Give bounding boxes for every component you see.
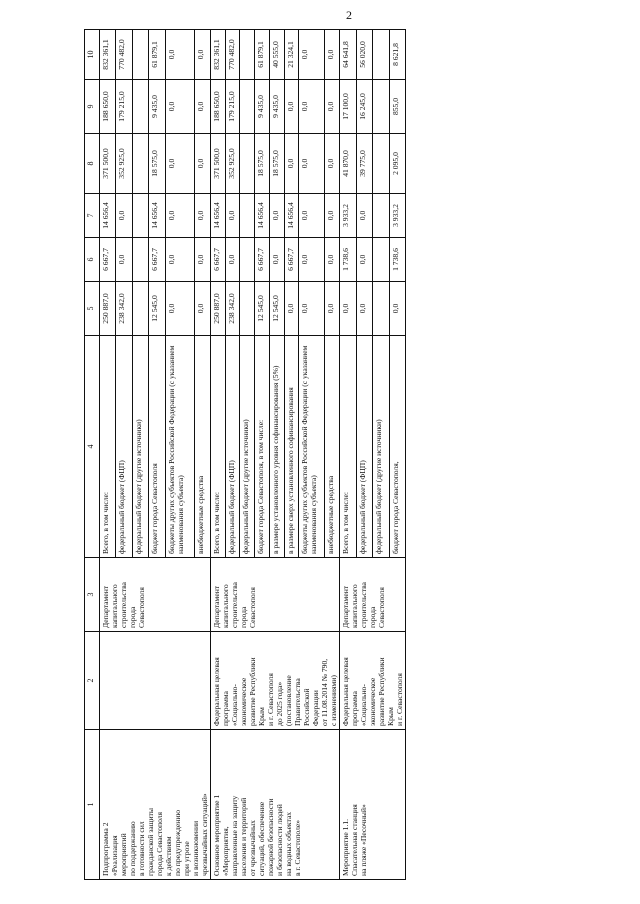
amount-cell: 188 650,0 xyxy=(100,80,116,134)
amount-cell xyxy=(373,80,390,134)
column-number: 8 xyxy=(85,134,100,194)
amount-cell: 0,0 xyxy=(165,194,194,238)
column-number: 9 xyxy=(85,80,100,134)
amount-cell xyxy=(373,194,390,238)
column-number: 7 xyxy=(85,194,100,238)
amount-cell xyxy=(373,238,390,282)
column-number-row xyxy=(85,30,100,880)
funding-source-cell: бюджет города Севастополя, в том числе: xyxy=(255,336,270,558)
funding-source-cell: бюджет города Севастополя xyxy=(149,336,165,558)
amount-cell: 0,0 xyxy=(225,194,240,238)
column-number: 2 xyxy=(85,632,100,730)
amount-cell: 12 545,0 xyxy=(149,282,165,336)
amount-cell: 179 215,0 xyxy=(116,80,132,134)
amount-cell: 0,0 xyxy=(356,238,373,282)
amount-cell: 0,0 xyxy=(165,238,194,282)
funding-source-cell: федеральный бюджет (ФЦП) xyxy=(225,336,240,558)
amount-cell: 9 435,0 xyxy=(269,80,284,134)
amount-cell: 1 738,6 xyxy=(389,238,406,282)
amount-cell: 0,0 xyxy=(194,30,210,80)
amount-cell: 371 500,0 xyxy=(211,134,226,194)
amount-cell: 0,0 xyxy=(389,282,406,336)
funding-source-cell: внебюджетные средства xyxy=(325,336,340,558)
amount-cell: 0,0 xyxy=(356,282,373,336)
amount-cell: 0,0 xyxy=(194,80,210,134)
amount-cell: 17 100,0 xyxy=(340,80,357,134)
amount-cell xyxy=(132,134,148,194)
amount-cell: 12 545,0 xyxy=(269,282,284,336)
amount-cell: 0,0 xyxy=(284,134,299,194)
amount-cell: 6 667,7 xyxy=(284,238,299,282)
amount-cell: 1 738,6 xyxy=(340,238,357,282)
activity-name-cell: Основное мероприятие 1 «Мероприятия, направленные на защиту населения и территорий от чрезвычайных ситуаций, обеспечение пожарной безопасности и безопасности людей на водных объектах в г. Севастополе» xyxy=(211,730,340,880)
activity-name-cell: Подпрограмма 2 «Реализация мероприятий по поддержанию в готовности сил гражданской защиты города Севастополя к действиям по предупреждению при угрозе и возникновении чрезвычайных ситуаций» xyxy=(100,730,211,880)
executor-cell: Департамент капитального строительства города Севастополя xyxy=(211,558,340,632)
amount-cell: 0,0 xyxy=(299,134,325,194)
amount-cell xyxy=(132,30,148,80)
amount-cell: 0,0 xyxy=(116,238,132,282)
amount-cell: 238 342,0 xyxy=(225,282,240,336)
column-number: 3 xyxy=(85,558,100,632)
amount-cell: 0,0 xyxy=(165,30,194,80)
amount-cell: 14 656,4 xyxy=(149,194,165,238)
amount-cell: 18 575,0 xyxy=(149,134,165,194)
amount-cell: 770 482,0 xyxy=(116,30,132,80)
amount-cell: 2 095,0 xyxy=(389,134,406,194)
amount-cell: 61 879,1 xyxy=(149,30,165,80)
amount-cell: 0,0 xyxy=(340,282,357,336)
table-body xyxy=(100,30,406,880)
amount-cell: 64 641,8 xyxy=(340,30,357,80)
amount-cell: 179 215,0 xyxy=(225,80,240,134)
budget-table xyxy=(84,29,406,880)
amount-cell: 855,0 xyxy=(389,80,406,134)
amount-cell: 0,0 xyxy=(194,194,210,238)
amount-cell: 12 545,0 xyxy=(255,282,270,336)
amount-cell: 0,0 xyxy=(299,238,325,282)
program-cell: Федеральная целевая программа «Социально- экономическое развитие Республики Крым и г. Севастополя xyxy=(340,632,406,730)
funding-source-cell: федеральный бюджет (другие источники) xyxy=(373,336,390,558)
amount-cell xyxy=(132,80,148,134)
amount-cell: 0,0 xyxy=(269,238,284,282)
amount-cell: 41 870,0 xyxy=(340,134,357,194)
amount-cell: 14 656,4 xyxy=(284,194,299,238)
amount-cell: 238 342,0 xyxy=(116,282,132,336)
funding-source-cell: Всего, в том числе: xyxy=(100,336,116,558)
funding-source-cell: федеральный бюджет (другие источники) xyxy=(132,336,148,558)
amount-cell: 0,0 xyxy=(165,134,194,194)
amount-cell: 6 667,7 xyxy=(149,238,165,282)
amount-cell: 40 555,0 xyxy=(269,30,284,80)
amount-cell: 6 667,7 xyxy=(100,238,116,282)
amount-cell xyxy=(132,194,148,238)
column-number: 1 xyxy=(85,730,100,880)
funding-source-cell: Всего, в том числе: xyxy=(340,336,357,558)
amount-cell: 0,0 xyxy=(299,194,325,238)
page-number: 2 xyxy=(346,8,352,22)
program-cell xyxy=(100,632,211,730)
amount-cell: 0,0 xyxy=(325,282,340,336)
table-row xyxy=(211,30,226,880)
amount-cell: 0,0 xyxy=(165,80,194,134)
amount-cell: 8 621,8 xyxy=(389,30,406,80)
amount-cell: 18 575,0 xyxy=(269,134,284,194)
amount-cell: 352 925,0 xyxy=(116,134,132,194)
funding-source-cell: внебюджетные средства xyxy=(194,336,210,558)
table-row xyxy=(100,30,116,880)
amount-cell: 0,0 xyxy=(325,194,340,238)
program-cell: Федеральная целевая программа «Социально- экономическое развитие Республики Крым и г. Севастополя до 2025 года» (постановление Правительства Российской Федерации от 11.08.2014 № 790, с изменениями) xyxy=(211,632,340,730)
amount-cell: 250 887,0 xyxy=(100,282,116,336)
amount-cell: 0,0 xyxy=(356,194,373,238)
amount-cell: 0,0 xyxy=(325,30,340,80)
column-number: 10 xyxy=(85,30,100,80)
amount-cell: 0,0 xyxy=(299,80,325,134)
amount-cell: 18 575,0 xyxy=(255,134,270,194)
amount-cell: 61 879,1 xyxy=(255,30,270,80)
funding-source-cell: Всего, в том числе: xyxy=(211,336,226,558)
amount-cell: 0,0 xyxy=(194,282,210,336)
executor-cell: Департамент капитального строительства города Севастополя xyxy=(340,558,406,632)
funding-source-cell: федеральный бюджет (ФЦП) xyxy=(356,336,373,558)
amount-cell xyxy=(132,238,148,282)
amount-cell: 0,0 xyxy=(284,80,299,134)
activity-name-cell: Мероприятие 1.1. Спасательная станция на пляже «Песочный» xyxy=(340,730,406,880)
amount-cell xyxy=(240,80,255,134)
amount-cell: 0,0 xyxy=(165,282,194,336)
amount-cell: 3 933,2 xyxy=(389,194,406,238)
rotated-table-wrapper xyxy=(84,30,640,880)
amount-cell xyxy=(132,282,148,336)
funding-source-cell: в размере сверх установленного софинансирования xyxy=(284,336,299,558)
amount-cell: 0,0 xyxy=(299,30,325,80)
amount-cell: 56 020,0 xyxy=(356,30,373,80)
amount-cell: 3 933,2 xyxy=(340,194,357,238)
amount-cell: 188 650,0 xyxy=(211,80,226,134)
amount-cell: 0,0 xyxy=(269,194,284,238)
amount-cell: 0,0 xyxy=(116,194,132,238)
amount-cell: 0,0 xyxy=(194,134,210,194)
amount-cell: 250 887,0 xyxy=(211,282,226,336)
amount-cell: 39 775,0 xyxy=(356,134,373,194)
amount-cell: 6 667,7 xyxy=(211,238,226,282)
column-number: 6 xyxy=(85,238,100,282)
amount-cell: 0,0 xyxy=(325,80,340,134)
amount-cell: 16 245,0 xyxy=(356,80,373,134)
column-number: 5 xyxy=(85,282,100,336)
amount-cell: 371 500,0 xyxy=(100,134,116,194)
amount-cell: 0,0 xyxy=(284,282,299,336)
funding-source-cell: федеральный бюджет (другие источники) xyxy=(240,336,255,558)
funding-source-cell: федеральный бюджет (ФЦП) xyxy=(116,336,132,558)
amount-cell xyxy=(240,282,255,336)
executor-cell: Департамент капитального строительства города Севастополя xyxy=(100,558,211,632)
amount-cell: 14 656,4 xyxy=(100,194,116,238)
amount-cell xyxy=(240,134,255,194)
funding-source-cell: бюджет города Севастополя, xyxy=(389,336,406,558)
amount-cell xyxy=(240,30,255,80)
amount-cell: 832 361,1 xyxy=(100,30,116,80)
amount-cell: 352 925,0 xyxy=(225,134,240,194)
funding-source-cell: в размере установленного уровня софинансирования (5%) xyxy=(269,336,284,558)
amount-cell: 14 656,4 xyxy=(255,194,270,238)
amount-cell: 9 435,0 xyxy=(255,80,270,134)
amount-cell: 0,0 xyxy=(225,238,240,282)
amount-cell: 0,0 xyxy=(325,134,340,194)
table-row xyxy=(340,30,357,880)
amount-cell: 0,0 xyxy=(194,238,210,282)
amount-cell xyxy=(240,238,255,282)
amount-cell xyxy=(373,134,390,194)
amount-cell: 9 435,0 xyxy=(149,80,165,134)
funding-source-cell: бюджеты других субъектов Российской Федерации (с указанием наименования субъекта) xyxy=(165,336,194,558)
column-number: 4 xyxy=(85,336,100,558)
amount-cell xyxy=(373,282,390,336)
amount-cell: 14 656,4 xyxy=(211,194,226,238)
amount-cell: 6 667,7 xyxy=(255,238,270,282)
amount-cell: 0,0 xyxy=(299,282,325,336)
amount-cell: 21 324,1 xyxy=(284,30,299,80)
amount-cell xyxy=(373,30,390,80)
amount-cell: 770 482,0 xyxy=(225,30,240,80)
amount-cell xyxy=(240,194,255,238)
funding-source-cell: бюджеты других субъектов Российской Федерации (с указанием наименования субъекта) xyxy=(299,336,325,558)
amount-cell: 0,0 xyxy=(325,238,340,282)
amount-cell: 832 361,1 xyxy=(211,30,226,80)
